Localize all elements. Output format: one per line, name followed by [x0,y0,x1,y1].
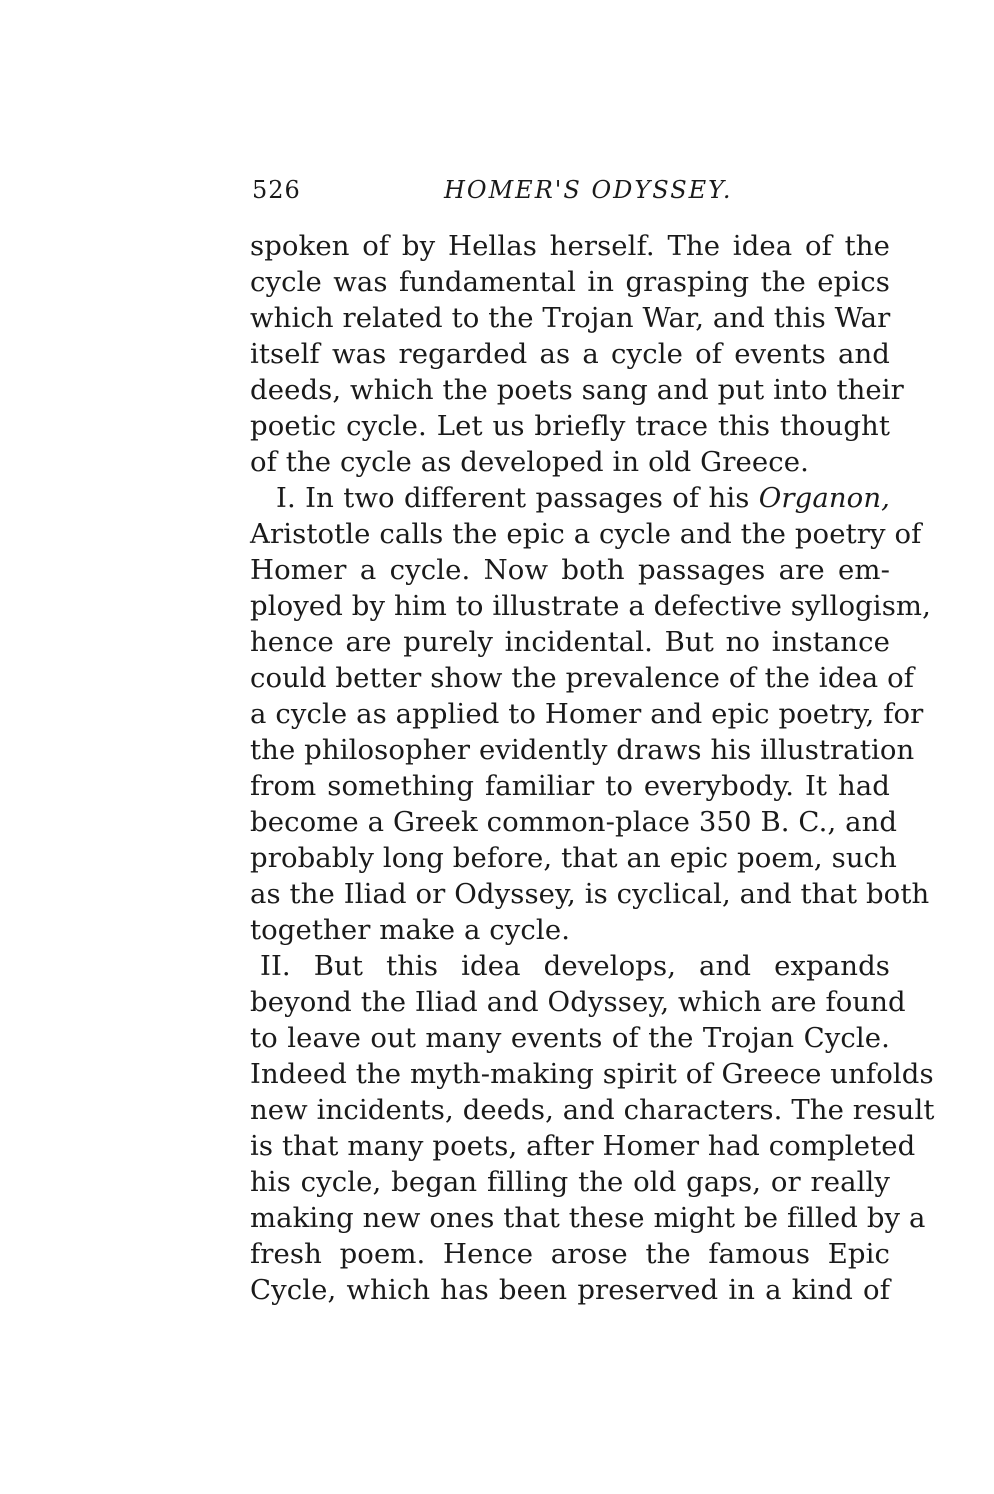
text-line: new incidents, deeds, and characters. The result [250,1094,935,1126]
text-line: spoken of by Hellas herself. The idea of the [250,230,890,262]
text-segment: I. In two different passages of his [276,482,759,514]
running-head [252,176,892,212]
text-line: his cycle, began filling the old gaps, or really [250,1166,890,1198]
text-line: ployed by him to illustrate a defective syllogism, [250,590,931,622]
italic-title: Organon, [758,482,890,514]
body-text [250,228,935,1308]
text-line: Homer a cycle. Now both passages are em- [250,554,890,586]
text-line: deeds, which the poets sang and put into their [250,374,904,406]
text-line: together make a cycle. [250,914,571,946]
text-line: Cycle, which has been preserved in a kind of [250,1274,890,1306]
text-line: making new ones that these might be filled by a [250,1202,926,1234]
text-line: Indeed the myth-making spirit of Greece unfolds [250,1058,934,1090]
text-line: Aristotle calls the epic a cycle and the poetry of [250,518,922,550]
running-title: HOMER'S ODYSSEY. [444,176,733,204]
text-line: hence are purely incidental. But no instance [250,626,890,658]
text-line: to leave out many events of the Trojan Cycle. [250,1022,890,1054]
text-line: a cycle as applied to Homer and epic poetry, for [250,698,924,730]
text-line: from something familiar to everybody. It had [250,770,890,802]
paragraph-start-line [250,480,890,516]
text-line: probably long before, that an epic poem, such [250,842,897,874]
text-line: beyond the Iliad and Odyssey, which are found [250,986,906,1018]
text-line: of the cycle as developed in old Greece. [250,446,809,478]
text-line: fresh poem. Hence arose the famous Epic [250,1238,890,1270]
text-line: become a Greek common-place 350 B. C., and [250,806,898,838]
text-line: cycle was fundamental in grasping the epics [250,266,890,298]
text-line: poetic cycle. Let us briefly trace this thought [250,410,890,442]
text-line: which related to the Trojan War, and this War [250,302,891,334]
paragraph-start-line: II. But this idea develops, and expands [260,950,890,982]
text-line: itself was regarded as a cycle of events and [250,338,890,370]
page-number: 526 [252,176,301,204]
text-line: the philosopher evidently draws his illustration [250,734,915,766]
text-line: could better show the prevalence of the idea of [250,662,915,694]
text-line: as the Iliad or Odyssey, is cyclical, and that both [250,878,930,910]
text-line: is that many poets, after Homer had completed [250,1130,916,1162]
